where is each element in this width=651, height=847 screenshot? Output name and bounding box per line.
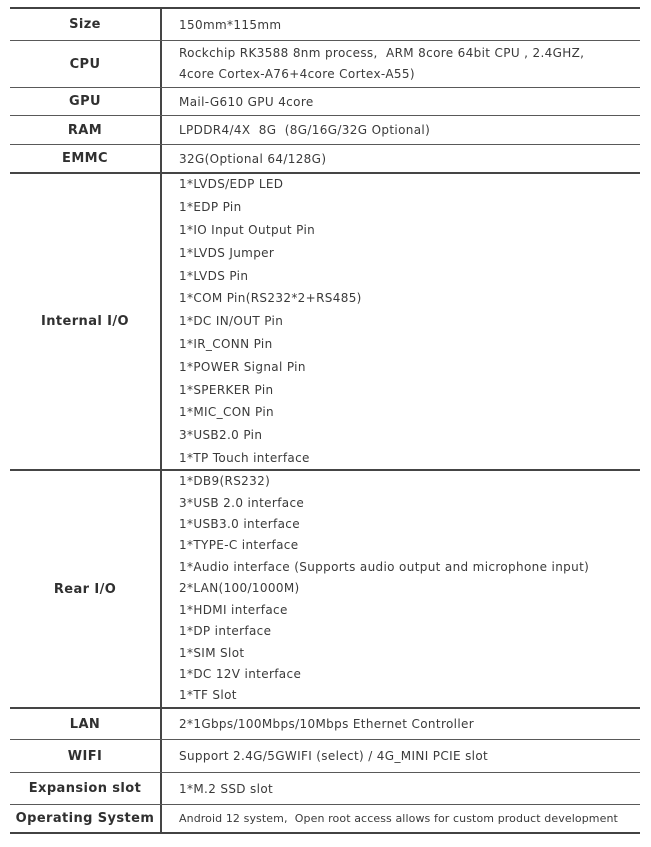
spec-value-cell bbox=[160, 773, 640, 804]
spec-value-line: 1*M.2 SSD slot bbox=[179, 781, 274, 796]
spec-value-line: 1*LVDS/EDP LED bbox=[179, 177, 284, 192]
spec-table bbox=[10, 7, 640, 834]
spec-value-line: 1*DC IN/OUT Pin bbox=[179, 314, 284, 329]
spec-value-line: 1*POWER Signal Pin bbox=[179, 359, 306, 374]
spec-value-cell bbox=[160, 41, 640, 87]
spec-value-cell bbox=[160, 174, 640, 469]
spec-value-cell bbox=[160, 740, 640, 772]
spec-row-operating-system bbox=[10, 804, 640, 832]
spec-value-line: 1*DC 12V interface bbox=[179, 666, 302, 681]
spec-value-line: 3*USB 2.0 interface bbox=[179, 495, 305, 510]
spec-value-line: 1*USB3.0 interface bbox=[179, 517, 300, 532]
spec-value-line: Support 2.4G/5GWIFI (select) / 4G_MINI PCIE slot bbox=[179, 749, 489, 763]
spec-value-cell bbox=[160, 88, 640, 115]
spec-row-size bbox=[10, 9, 640, 40]
spec-label-emmc: EMMC bbox=[62, 151, 108, 166]
spec-value-line: 2*LAN(100/1000M) bbox=[179, 581, 300, 596]
spec-row-wifi bbox=[10, 739, 640, 772]
spec-value-line: 1*COM Pin(RS232*2+RS485) bbox=[179, 291, 362, 306]
spec-value-line: 1*LVDS Jumper bbox=[179, 245, 275, 260]
spec-row-cpu bbox=[10, 40, 640, 87]
spec-value-cell bbox=[160, 145, 640, 172]
spec-value-line: 1*EDP Pin bbox=[179, 200, 242, 215]
spec-value-line: Mail-G610 GPU 4core bbox=[179, 94, 314, 109]
spec-value-line: 1*LVDS Pin bbox=[179, 268, 249, 283]
spec-row-lan bbox=[10, 707, 640, 739]
spec-value-cell bbox=[160, 709, 640, 739]
spec-label-cpu: CPU bbox=[69, 56, 101, 72]
spec-label-expansion-slot: Expansion slot bbox=[28, 781, 142, 796]
spec-value-line: 1*TF Slot bbox=[179, 688, 237, 703]
spec-label-lan: LAN bbox=[69, 716, 101, 732]
spec-value-line: 2*1Gbps/100Mbps/10Mbps Ethernet Controller bbox=[179, 717, 475, 731]
spec-value-line: 1*SPERKER Pin bbox=[179, 382, 274, 397]
spec-label-internal-io: Internal I/O bbox=[41, 314, 129, 329]
spec-row-ram bbox=[10, 115, 640, 144]
spec-value-line: 1*SIM Slot bbox=[179, 645, 245, 660]
spec-value-line: 1*IO Input Output Pin bbox=[179, 222, 316, 237]
spec-value-line: Android 12 system, Open root access allows for custom product development bbox=[179, 811, 618, 825]
spec-value-line: 1*HDMI interface bbox=[179, 602, 288, 617]
spec-value-line: LPDDR4/4X 8G (8G/16G/32G Optional) bbox=[179, 123, 431, 137]
spec-value-line: Rockchip RK3588 8nm process, ARM 8core 64bit CPU , 2.4GHZ, bbox=[179, 46, 585, 60]
spec-row-emmc bbox=[10, 144, 640, 172]
spec-value-line: 1*MIC_CON Pin bbox=[179, 405, 274, 420]
spec-label-rear-io: Rear I/O bbox=[53, 581, 117, 597]
spec-row-gpu bbox=[10, 87, 640, 115]
spec-label-wifi: WIFI bbox=[67, 748, 103, 764]
spec-row-rear-io bbox=[10, 469, 640, 707]
spec-row-expansion-slot bbox=[10, 772, 640, 804]
spec-value-line: 1*DP interface bbox=[179, 624, 272, 639]
spec-value-line: 1*IR_CONN Pin bbox=[179, 336, 273, 351]
spec-label-gpu: GPU bbox=[69, 94, 101, 109]
spec-label-size: Size bbox=[69, 17, 101, 32]
spec-value-line: 3*USB2.0 Pin bbox=[179, 428, 263, 443]
spec-value-cell bbox=[160, 471, 640, 707]
spec-value-line: 1*Audio interface (Supports audio output and microphone input) bbox=[179, 559, 590, 574]
spec-value-line: 1*TYPE-C interface bbox=[179, 538, 299, 553]
spec-label-ram: RAM bbox=[67, 122, 103, 138]
spec-value-cell bbox=[160, 116, 640, 144]
spec-value-line: 1*DB9(RS232) bbox=[179, 474, 271, 489]
spec-value-line: 1*TP Touch interface bbox=[179, 450, 310, 465]
spec-value-line: 150mm*115mm bbox=[179, 17, 282, 32]
spec-row-internal-io bbox=[10, 172, 640, 469]
spec-label-operating-system: Operating System bbox=[15, 811, 155, 826]
spec-value-cell bbox=[160, 9, 640, 40]
spec-value-cell bbox=[160, 805, 640, 832]
spec-value-line: 32G(Optional 64/128G) bbox=[179, 151, 327, 166]
spec-value-line: 4core Cortex-A76+4core Cortex-A55) bbox=[179, 67, 415, 81]
